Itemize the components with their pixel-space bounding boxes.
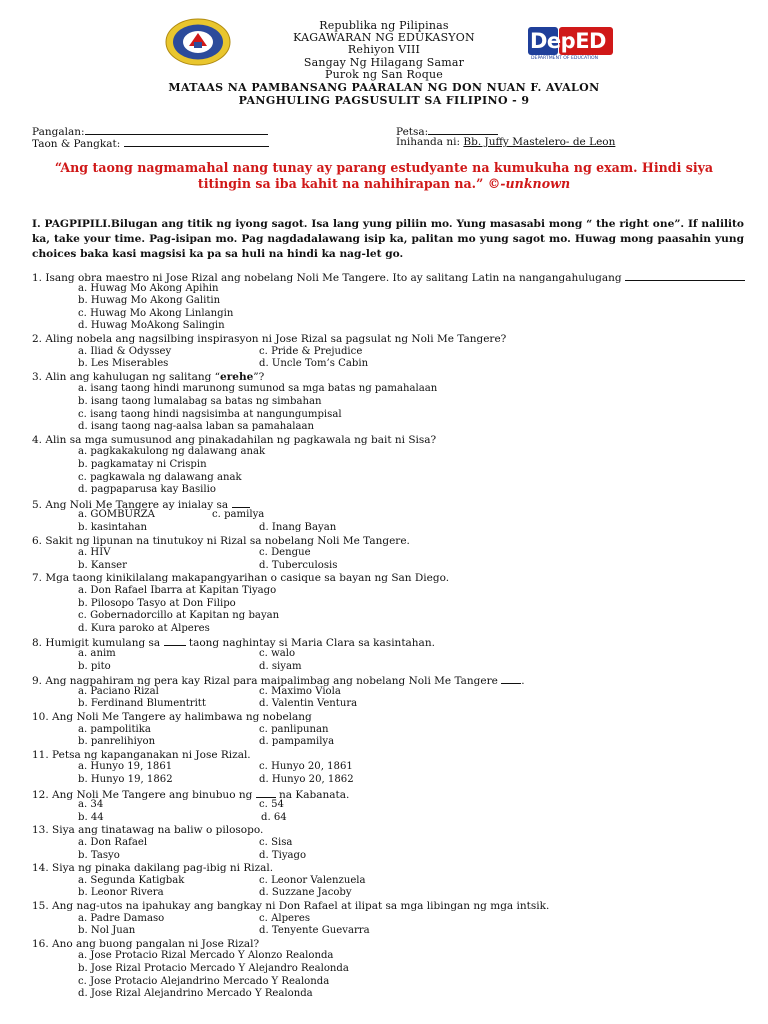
answer-option[interactable]: d. Suzzane Jacoby: [259, 887, 352, 899]
answer-option[interactable]: b. Hunyo 19, 1862: [78, 774, 173, 785]
question-2: [32, 333, 506, 346]
answer-option[interactable]: c. Hunyo 20, 1861: [259, 761, 353, 773]
answer-option[interactable]: d. pagpaparusa kay Basilio: [78, 484, 216, 496]
answer-option[interactable]: a. Don Rafael: [78, 837, 148, 848]
answer-option[interactable]: a. Padre Damaso: [78, 912, 165, 924]
answer-option[interactable]: c. Alperes: [259, 912, 311, 924]
answer-option[interactable]: c. Maximo Viola: [259, 685, 341, 697]
answer-option[interactable]: b. pagkamatay ni Crispin: [78, 459, 207, 470]
answer-option[interactable]: d. Tiyago: [259, 849, 307, 861]
quote-text: “Ang taong nagmamahal nang tunay ay parang estudyante na kumukuha ng exam. Hindi siya titingin sa iba kahit na nahihirapan na.”: [54, 160, 714, 191]
question-text: 16. Ano ang buong pangalan ni Jose Rizal?: [32, 937, 260, 950]
answer-option[interactable]: b. kasintahan: [78, 522, 148, 533]
answer-option[interactable]: d. 64: [261, 811, 287, 823]
answer-option[interactable]: a. pagkakakulong ng dalawang anak: [78, 446, 266, 458]
header-department: KAGAWARAN NG EDUKASYON: [293, 31, 475, 44]
name-blank[interactable]: [85, 124, 268, 135]
answer-option[interactable]: d. pampamilya: [259, 736, 335, 748]
answer-option[interactable]: a. HIV: [78, 547, 111, 559]
answer-option[interactable]: c. Gobernadorcillo at Kapitan ng bayan: [78, 610, 280, 622]
deped-logo-subtext: DEPARTMENT OF EDUCATION: [531, 56, 599, 61]
answer-option[interactable]: b. Huwag Mo Akong Galitin: [78, 295, 221, 307]
answer-option[interactable]: b. Leonor Rivera: [78, 887, 164, 899]
header-division: Sangay Ng Hilagang Samar: [303, 56, 465, 69]
quote-attribution: ©-unknown: [487, 175, 571, 191]
exam-title: PANGHULING PAGSUSULIT SA FILIPINO - 9: [238, 94, 530, 107]
answer-blank[interactable]: [164, 635, 186, 646]
question-text: 12. Ang Noli Me Tangere ang binubuo ng: [32, 788, 253, 801]
question-11: [32, 749, 251, 762]
question-13: [32, 824, 263, 837]
answer-option[interactable]: b. Pilosopo Tasyo at Don Filipo: [78, 597, 236, 609]
question-text: 14. Siya ng pinaka dakilang pag-ibig ni Rizal.: [32, 862, 274, 875]
question-term: erehe: [220, 370, 254, 383]
question-15: [32, 900, 549, 913]
answer-option[interactable]: c. Jose Protacio Alejandrino Mercado Y Realonda: [78, 975, 330, 987]
header-republic: Republika ng Pilipinas: [319, 19, 449, 32]
instructions: I. PAGPIPILI.Bilugan ang titik ng iyong sagot. Isa lang yung piliin mo. Yung masasabi mong “ the right one”. If nalilito ka, take your time. Pag-isipan mo. Pag nagdadalawang isip ka, palitan mo yung sagot mo. Huwag mong paasahin yung choices baka kasi magsisi ka pa sa huli na hindi ka nag-let go.: [32, 218, 744, 260]
question-text-tail: taong naghintay si Maria Clara sa kasintahan.: [188, 637, 435, 650]
answer-option[interactable]: c. Sisa: [259, 837, 293, 848]
answer-option[interactable]: a. anim: [78, 648, 116, 659]
question-text: 3. Alin ang kahulugan ng salitang “: [32, 370, 221, 383]
answer-option[interactable]: a. Huwag Mo Akong Apihin: [78, 282, 219, 294]
header-region: Rehiyon VIII: [347, 43, 421, 56]
answer-option[interactable]: c. Leonor Valenzuela: [259, 874, 366, 886]
answer-option[interactable]: a. Iliad & Odyssey: [78, 345, 172, 357]
name-label: Pangalan:: [32, 126, 85, 138]
answer-option[interactable]: c. walo: [259, 648, 296, 659]
answer-option[interactable]: d. Hunyo 20, 1862: [259, 774, 354, 785]
answer-option[interactable]: d. Inang Bayan: [259, 522, 337, 533]
answer-option[interactable]: c. Pride & Prejudice: [259, 345, 363, 357]
answer-option[interactable]: c. pagkawala ng dalawang anak: [78, 471, 242, 483]
answer-option[interactable]: b. Ferdinand Blumentritt: [78, 698, 206, 710]
question-10: [32, 711, 312, 724]
answer-option[interactable]: a. Jose Protacio Rizal Mercado Y Alonzo Realonda: [78, 950, 334, 962]
question-text-tail: .: [521, 675, 525, 688]
answer-blank[interactable]: [625, 270, 745, 281]
question-text: 8. Humigit kumulang sa: [32, 637, 161, 650]
answer-option[interactable]: c. Huwag Mo Akong Linlangin: [78, 307, 234, 319]
prepared-by-value: Bb. Juffy Mastelero- de Leon: [463, 136, 616, 148]
question-text: 5. Ang Noli Me Tangere ay inialay sa: [32, 498, 229, 511]
answer-option[interactable]: c. Dengue: [259, 547, 311, 559]
question-text-tail: ”?: [253, 370, 265, 383]
answer-option[interactable]: d. Jose Rizal Alejandrino Mercado Y Realonda: [78, 988, 313, 1000]
answer-option[interactable]: d. Valentin Ventura: [259, 698, 358, 710]
answer-option[interactable]: b. Jose Rizal Protacio Mercado Y Alejandro Realonda: [78, 963, 349, 974]
answer-option[interactable]: d. siyam: [259, 660, 302, 672]
answer-option[interactable]: a. Paciano Rizal: [78, 685, 159, 697]
header-purok: Purok ng San Roque: [325, 68, 443, 81]
answer-option[interactable]: c. 54: [259, 799, 284, 811]
answer-option[interactable]: d. Tuberculosis: [259, 559, 338, 571]
question-16: [32, 938, 259, 951]
answer-option[interactable]: b. pito: [78, 660, 111, 672]
answer-blank[interactable]: [256, 787, 276, 798]
answer-option[interactable]: d. Tenyente Guevarra: [259, 925, 370, 937]
date-label: Petsa:: [396, 126, 429, 138]
answer-option[interactable]: b. Nol Juan: [78, 925, 136, 937]
year-section-blank[interactable]: [124, 136, 269, 147]
question-text: 6. Sakit ng lipunan na tinutukoy ni Rizal sa nobelang Noli Me Tangere.: [32, 534, 410, 547]
answer-option[interactable]: b. isang taong lumalabag sa batas ng simbahan: [78, 396, 322, 407]
answer-option[interactable]: b. Tasyo: [78, 849, 120, 861]
question-3: [32, 371, 264, 384]
question-7: [32, 572, 449, 585]
question-text: 1. Isang obra maestro ni Jose Rizal ang nobelang Noli Me Tangere. Ito ay salitang Latin na nangangahulugang: [32, 272, 622, 284]
question-text: 9. Ang nagpahiram ng pera kay Rizal para maipalimbag ang nobelang Noli Me Tangere: [32, 675, 498, 688]
answer-blank[interactable]: [501, 673, 521, 684]
prepared-by-field: [396, 136, 615, 148]
answer-option[interactable]: c. panlipunan: [259, 723, 329, 735]
prepared-by-label: Inihanda ni:: [396, 136, 461, 148]
date-blank[interactable]: [428, 124, 498, 135]
year-section-label: Taon & Pangkat:: [32, 138, 121, 150]
answer-option[interactable]: a. Segunda Katigbak: [78, 874, 185, 886]
question-4: [32, 434, 436, 447]
question-14: [32, 862, 273, 875]
answer-option[interactable]: a. Don Rafael Ibarra at Kapitan Tiyago: [78, 585, 277, 596]
answer-option[interactable]: d. Kura paroko at Alperes: [78, 622, 210, 634]
answer-option[interactable]: a. 34: [78, 799, 104, 811]
answer-option[interactable]: d. isang taong nag-aalsa laban sa pamahalaan: [78, 421, 315, 433]
deped-logo-text: DepED: [530, 29, 606, 53]
answer-blank[interactable]: [232, 497, 250, 508]
question-text: 2. Aling nobela ang nagsilbing inspirasyon ni Jose Rizal sa pagsulat ng Noli Me Tangere?: [32, 333, 507, 345]
quote-block: [28, 160, 740, 191]
question-text: 7. Mga taong kinikilalang makapangyarihan o casique sa bayan ng San Diego.: [32, 572, 450, 585]
question-text: 11. Petsa ng kapanganakan ni Jose Rizal.: [32, 748, 251, 761]
answer-option[interactable]: a. Hunyo 19, 1861: [78, 761, 173, 773]
answer-option[interactable]: b. 44: [78, 811, 104, 823]
answer-option[interactable]: a. pampolitika: [78, 723, 151, 735]
question-text: 10. Ang Noli Me Tangere ay halimbawa ng nobelang: [32, 711, 312, 723]
question-text-tail: na Kabanata.: [279, 788, 350, 801]
answer-option[interactable]: a. GOMBURZA: [78, 509, 155, 521]
school-name: MATAAS NA PAMBANSANG PAARALAN NG DON NUAN F. AVALON: [168, 81, 600, 94]
answer-option[interactable]: d. Huwag MoAkong Salingin: [78, 320, 225, 332]
year-section-field: [32, 136, 269, 150]
answer-option[interactable]: d. Uncle Tom’s Cabin: [259, 358, 369, 370]
question-text: 4. Alin sa mga sumusunod ang pinakadahilan ng pagkawala ng bait ni Sisa?: [32, 433, 437, 446]
answer-option[interactable]: c. isang taong hindi nagsisimba at nangungumpisal: [78, 408, 342, 420]
question-text: 15. Ang nag-utos na ipahukay ang bangkay ni Don Rafael at ilipat sa mga libingan ng mga intsik.: [32, 900, 550, 912]
question-text: 13. Siya ang tinatawag na baliw o pilosopo.: [32, 824, 264, 837]
answer-option[interactable]: c. pamilya: [212, 509, 265, 521]
answer-option[interactable]: b. Kanser: [78, 559, 127, 571]
answer-option[interactable]: b. Les Miserables: [78, 358, 169, 370]
answer-option[interactable]: a. isang taong hindi marunong sumunod sa mga batas ng pamahalaan: [78, 383, 438, 395]
answer-option[interactable]: b. panrelihiyon: [78, 736, 156, 748]
question-6: [32, 535, 410, 548]
